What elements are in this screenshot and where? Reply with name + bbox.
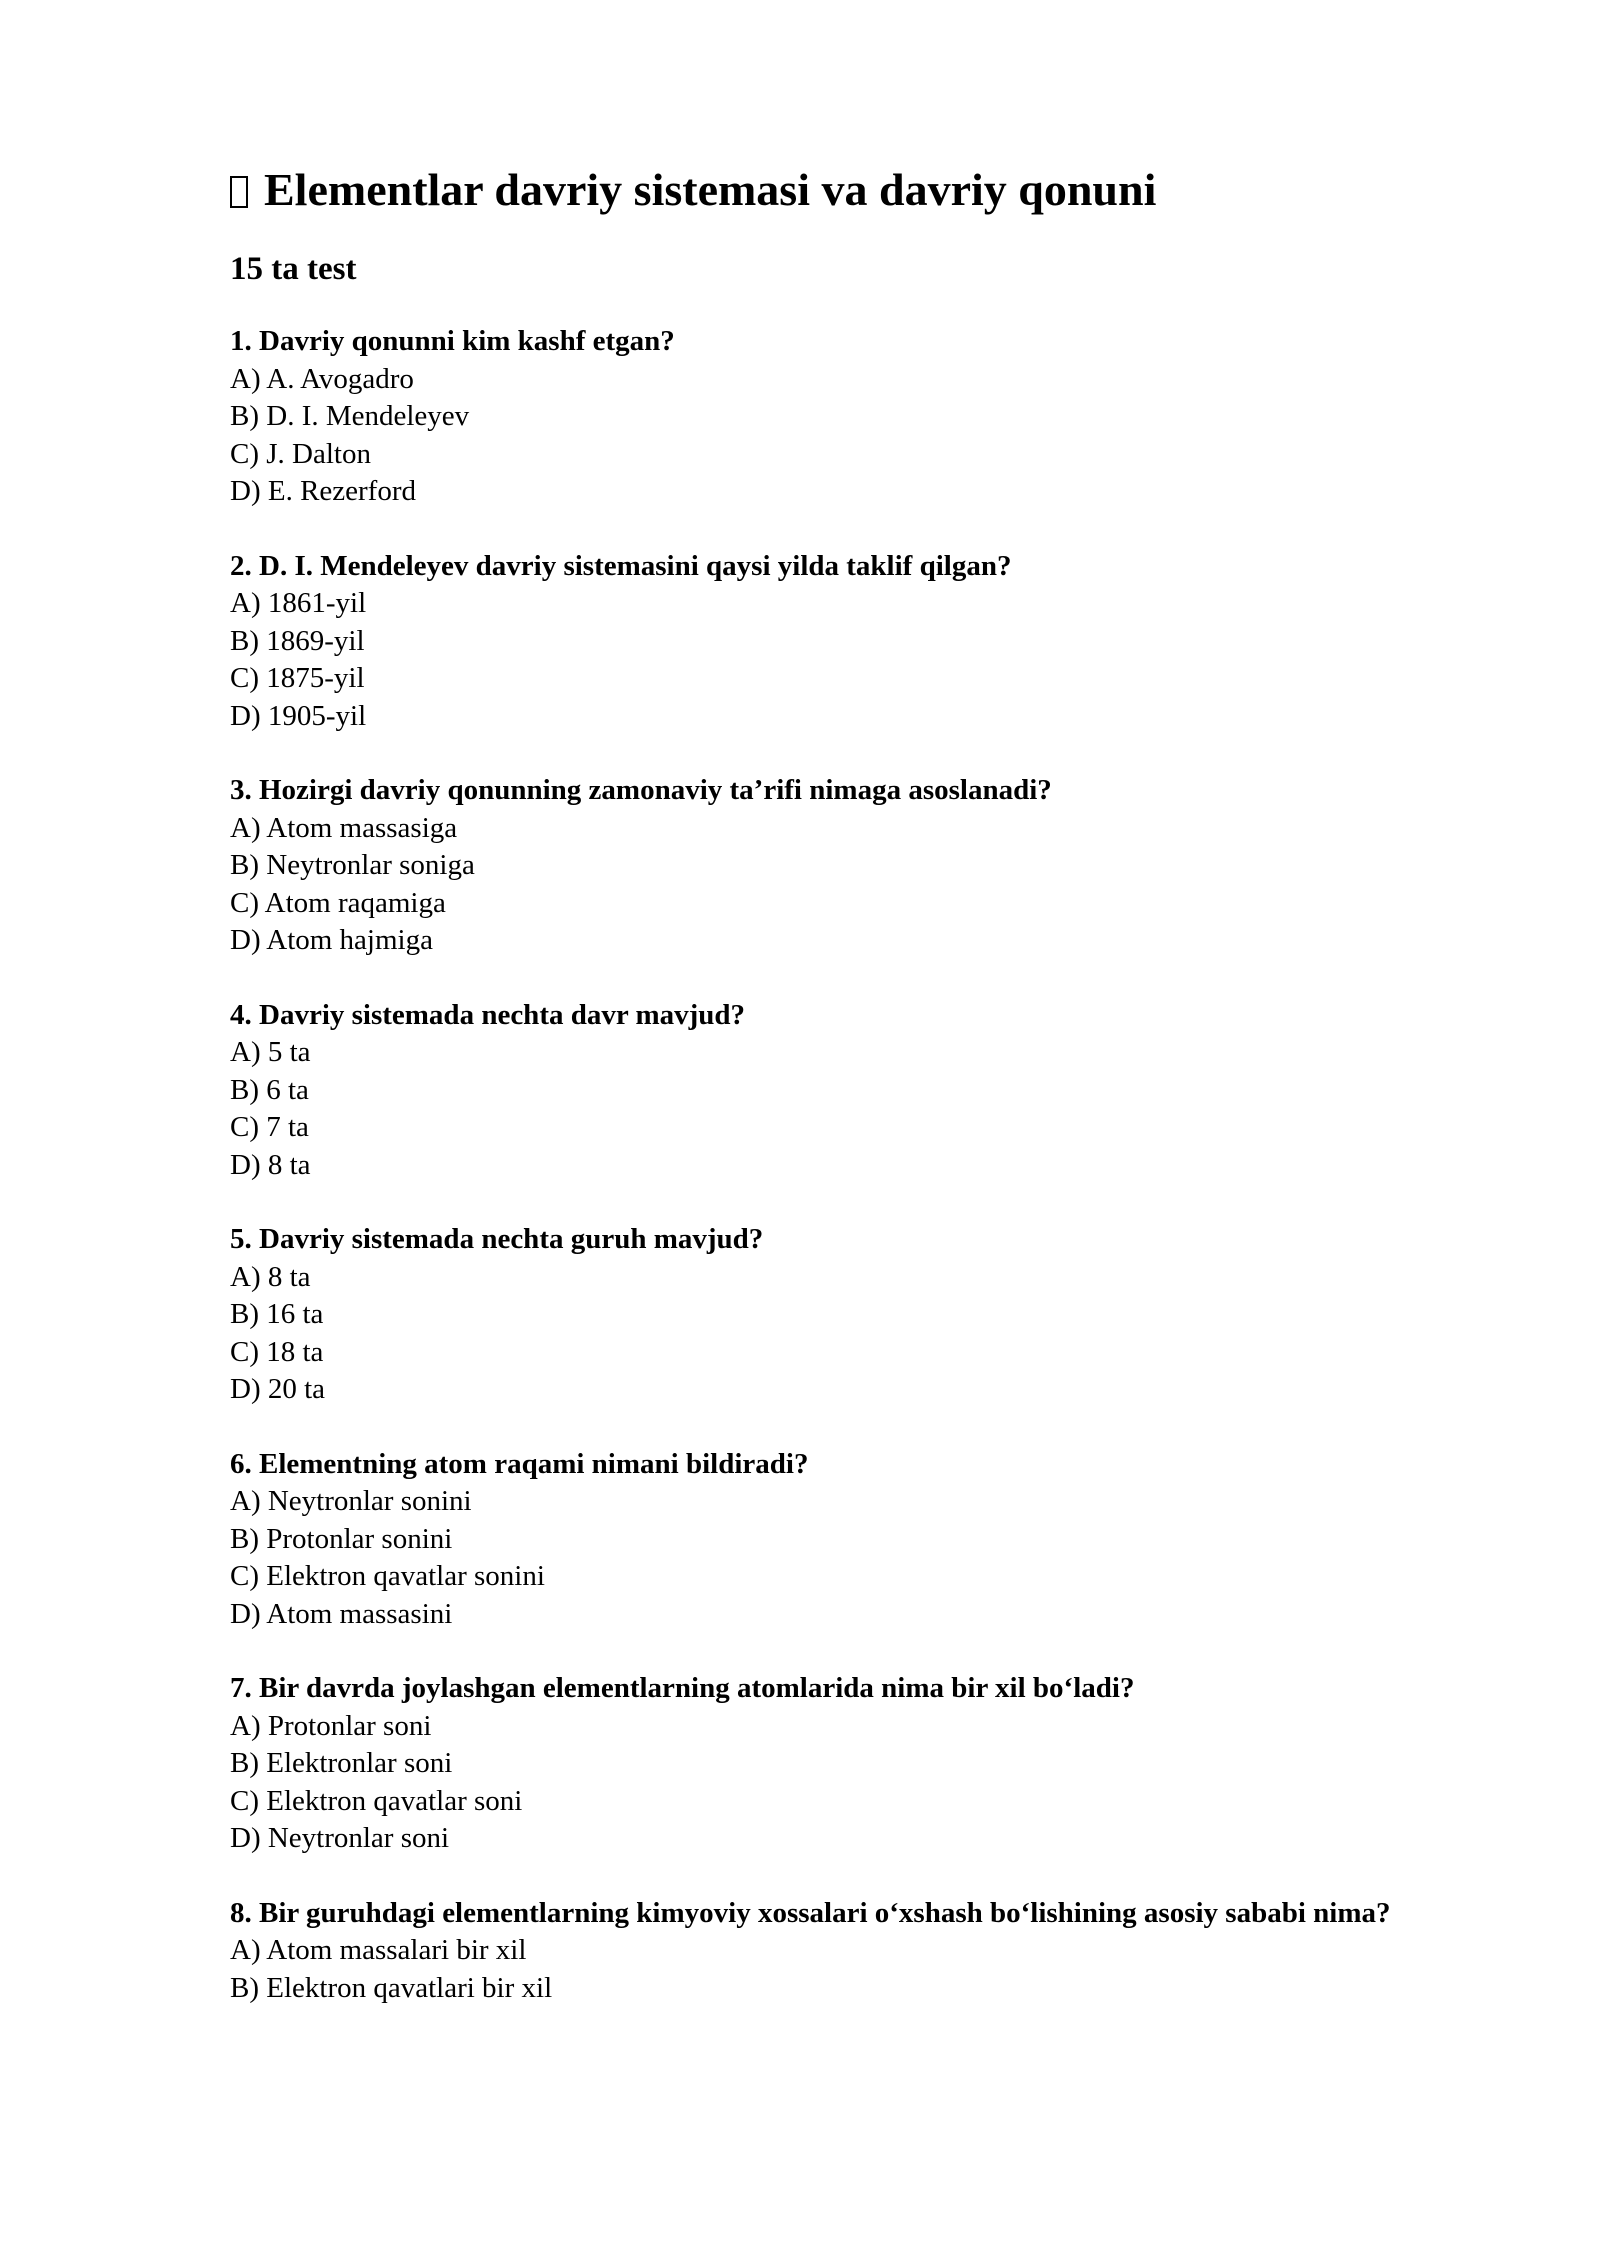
answer-option-b: B) Elektronlar soni (230, 1747, 453, 1779)
answer-option-d: D) Atom hajmiga (230, 924, 433, 956)
answer-option-c: C) 1875-yil (230, 662, 365, 694)
answer-option-a: A) Protonlar soni (230, 1709, 432, 1742)
question-5 (230, 1221, 1470, 1409)
answer-option-b: B) 16 ta (230, 1298, 324, 1330)
answer-option-a: A) 5 ta (230, 1036, 311, 1068)
question-4 (230, 997, 1470, 1185)
answer-option-c: C) J. Dalton (230, 437, 371, 470)
question-list (230, 323, 1470, 2007)
question-text: 8. Bir guruhdagi elementlarning kimyoviy xossalari o‘xshash bo‘lishining asosiy sababi nima? (230, 1896, 1391, 1929)
question-6 (230, 1446, 1470, 1634)
answer-option-a: A) A. Avogadro (230, 362, 414, 395)
question-text: 4. Davriy sistemada nechta davr mavjud? (230, 998, 746, 1031)
answer-option-d: D) E. Rezerford (230, 475, 416, 507)
missing-glyph-icon (230, 176, 248, 208)
answer-option-d: D) 1905-yil (230, 699, 367, 732)
answer-option-b: B) 6 ta (230, 1073, 309, 1106)
answer-option-d: D) 8 ta (230, 1148, 311, 1181)
question-text: 7. Bir davrda joylashgan elementlarning atomlarida nima bir xil bo‘ladi? (230, 1672, 1135, 1704)
document-title-text: Elementlar davriy sistemasi va davriy qonuni (264, 164, 1157, 215)
answer-option-c: C) 7 ta (230, 1111, 309, 1143)
question-text: 2. D. I. Mendeleyev davriy sistemasini qaysi yilda taklif qilgan? (230, 549, 1012, 582)
answer-option-c: C) Atom raqamiga (230, 886, 446, 919)
answer-option-b: B) Protonlar sonini (230, 1522, 453, 1555)
question-text: 3. Hozirgi davriy qonunning zamonaviy ta’rifi nimaga asoslanadi? (230, 774, 1052, 806)
answer-option-a: A) Atom massasiga (230, 811, 458, 844)
question-text: 1. Davriy qonunni kim kashf etgan? (230, 325, 675, 357)
answer-option-b: B) D. I. Mendeleyev (230, 400, 470, 432)
question-1 (230, 323, 1470, 511)
test-count-subtitle: 15 ta test (230, 251, 357, 287)
question-7 (230, 1670, 1470, 1858)
answer-option-a: A) 8 ta (230, 1260, 311, 1293)
document-content (230, 155, 1470, 2044)
question-8 (230, 1895, 1470, 2008)
answer-option-d: D) Atom massasini (230, 1597, 453, 1630)
answer-option-d: D) 20 ta (230, 1373, 326, 1405)
answer-option-b: B) Neytronlar soniga (230, 849, 475, 881)
answer-option-a: A) Neytronlar sonini (230, 1485, 472, 1517)
answer-option-d: D) Neytronlar soni (230, 1822, 450, 1854)
question-3 (230, 772, 1470, 960)
answer-option-b: B) Elektron qavatlari bir xil (230, 1971, 553, 2004)
answer-option-a: A) Atom massalari bir xil (230, 1934, 527, 1966)
question-text: 6. Elementning atom raqami nimani bildiradi? (230, 1447, 809, 1480)
question-text: 5. Davriy sistemada nechta guruh mavjud? (230, 1223, 764, 1255)
answer-option-a: A) 1861-yil (230, 587, 367, 619)
question-2 (230, 548, 1470, 736)
answer-option-c: C) 18 ta (230, 1335, 324, 1368)
answer-option-c: C) Elektron qavatlar sonini (230, 1560, 545, 1592)
answer-option-b: B) 1869-yil (230, 624, 365, 657)
document-title (230, 155, 1470, 225)
answer-option-c: C) Elektron qavatlar soni (230, 1784, 523, 1817)
